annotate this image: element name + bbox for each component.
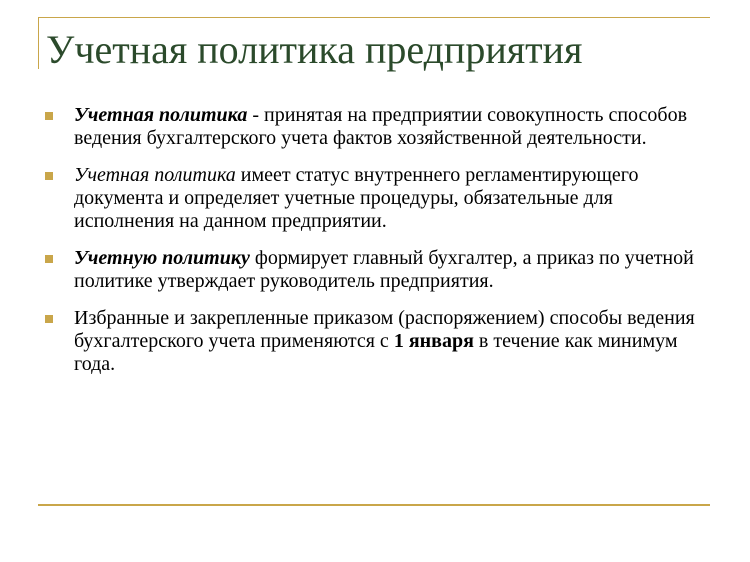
bullet-term: Учетная политика bbox=[74, 164, 236, 186]
square-bullet-icon bbox=[45, 112, 53, 120]
frame-bottom-line bbox=[38, 504, 710, 506]
bullet-list bbox=[44, 104, 704, 390]
bullet-item bbox=[44, 307, 704, 376]
square-bullet-icon bbox=[45, 255, 53, 263]
bullet-item bbox=[44, 104, 704, 150]
square-bullet-icon bbox=[45, 315, 53, 323]
bullet-text-after: в течение как минимум года. bbox=[74, 330, 678, 375]
bullet-text: формирует главный бухгалтер, а приказ по учетной политике утверждает руководитель предприятия. bbox=[74, 247, 694, 292]
frame-left-line bbox=[38, 17, 39, 69]
bullet-item bbox=[44, 247, 704, 293]
bullet-term: Учетную политику bbox=[74, 247, 250, 269]
bullet-term: Учетная политика bbox=[74, 104, 248, 126]
frame-top-line bbox=[38, 17, 710, 18]
bullet-text: - принятая на предприятии совокупность способов ведения бухгалтерского учета фактов хозяйственной деятельности. bbox=[74, 104, 688, 149]
bullet-text: имеет статус внутреннего регламентирующего документа и определяет учетные процедуры, обязательные для исполнения на данном предприятии. bbox=[74, 164, 639, 232]
bullet-text-before: Избранные и закрепленные приказом (распоряжением) способы ведения бухгалтерского учета применяются с bbox=[74, 307, 695, 352]
bullet-emphasis: 1 января bbox=[393, 330, 474, 352]
slide-title: Учетная политика предприятия bbox=[46, 27, 583, 72]
bullet-item bbox=[44, 164, 704, 233]
square-bullet-icon bbox=[45, 172, 53, 180]
